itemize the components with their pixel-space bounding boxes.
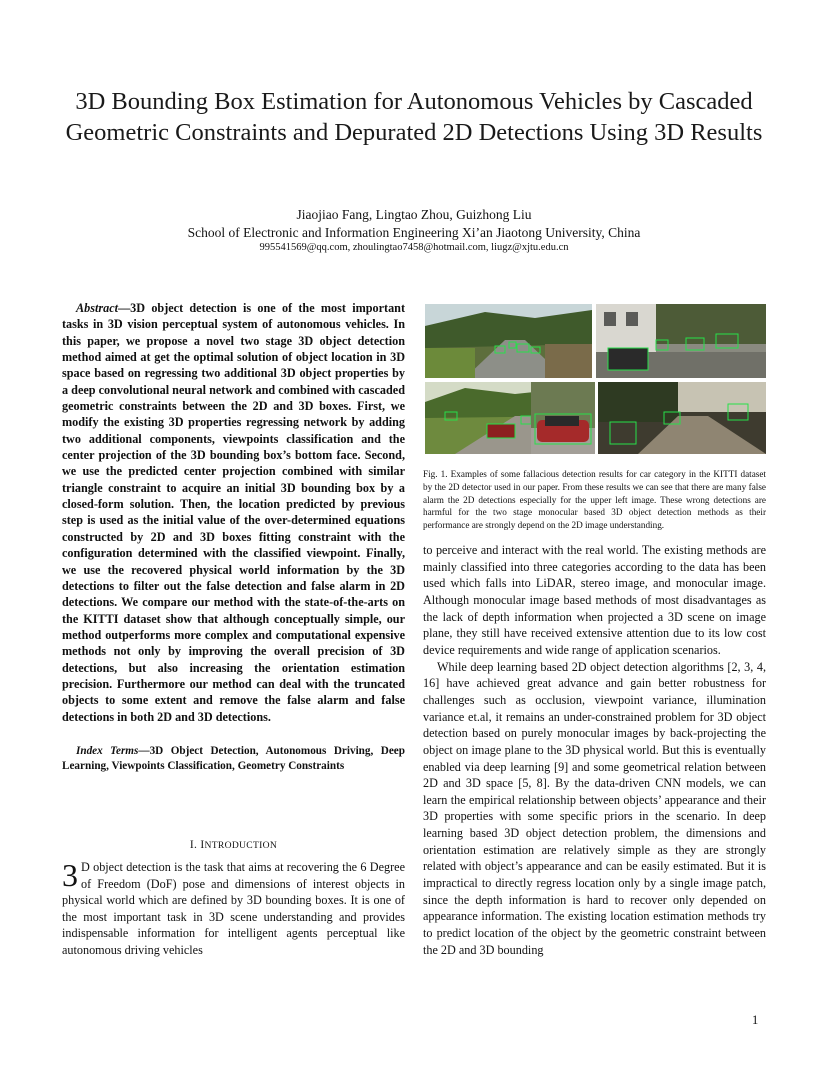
detection-photo-red-car-close: [531, 382, 595, 454]
abstract-label: Abstract: [76, 301, 118, 315]
right-column: [423, 300, 766, 958]
body-paragraph-1: to perceive and interact with the real world. The existing methods are mainly classified into three categories according to the data has been used which falls into LiDAR, stereo image, and monocular image. Although monocular image based methods of most disadvantages as the lack of depth information when projected a 3D scene on image plane, they still have received extensive attention due to its low cost device requirements and wide range of application scenarios.: [423, 542, 766, 657]
right-body-text: [423, 542, 766, 958]
abstract-text: —3D object detection is one of the most important tasks in 3D vision perceptual system of autonomous vehicles. In this paper, we propose a novel two stage 3D object detection method aimed at get the optimal solution of object location in 3D space based on regressing two additional 3D object properties by a deep convolutional neural network and combined with cascaded geometric constraints between the 2D and 3D boxes. First, we modify the existing 3D properties regressing network by adding two additional components, viewpoints classification and the center projection of the 3D bounding box’s bottom face. Second, we use the predicted center projection combined with similar triangle constraint to acquire an initial 3D bounding box by a closed-form solution. Then, the location predicted by previous step is used as the initial value of the over-determined equations constructed by 2D and 3D boxes fitting constraint with the configuration determined with the classified viewpoint. Finally, we use the recovered physical world information by the 3D detections to filter out the false detection and false alarm in 2D detections. We compare our method with the state-of-the-arts on the KITTI dataset show that although conceptually simple, our method outperforms more complex and computational expensive methods not only by improving the overall precision of 3D detections, but also increasing the orientation estimation precision. Furthermore our method can deal with the truncated objects to some extent and remove the false alarm and false detections in both 2D and 3D detections.: [62, 301, 405, 724]
section-numeral: I.: [189, 838, 201, 851]
index-terms-text: —3D Object Detection, Autonomous Driving, Deep Learning, Viewpoints Classification, Geometry Constraints: [62, 744, 405, 772]
body-paragraph-2: While deep learning based 2D object detection algorithms [2, 3, 4, 16] have achieved great advance and gain better robustness for challenges such as occlusion, viewpoint variance, illumination variance et.al, it remains an under-constrained problem for 3D object detection based on purely monocular images by back-projecting the object on image plane to the 3D physical world. But this is eventually enabled via deep learning [9] and some geometrical relation between 2D and 3D space [5, 8]. By the data-driven CNN models, we can learn the empirical relationship between objects’ appearance and their 3D properties with some specific priors in the scenario. In deep learning based 3D object detection problem, the dimensions and orientation estimation are relatively simple as they are strongly related with object’s appearance and can be easily estimated. But it is impractical to directly regress location only by a single image patch, since the depth information is hard to recover only depended on appearance information. The existing location estimation methods try to predict location of the object by the geometric constraint between the 2D and 3D bounding: [423, 659, 766, 957]
page-number: 1: [752, 1013, 759, 1027]
detection-photo-shadowed-road: [598, 382, 766, 454]
email-list: 995541569@qq.com, zhoulingtao7458@hotmail.com, liugz@xjtu.edu.cn: [259, 242, 569, 253]
index-terms-label: Index Terms: [76, 744, 139, 757]
figure-1-caption: Fig. 1. Examples of some fallacious detection results for car category in the KITTI dataset by the 2D detector used in our paper. From these results we can see that there are many false alarm the 2D detections especially for the upper left image. These wrong detections are harmful for the two stage monocular based 3D object detection methods as their performance are strongly depend on the 2D image understanding.: [423, 469, 766, 531]
index-terms: [62, 744, 405, 774]
drop-cap: 3: [62, 856, 78, 893]
author-list: Jiaojiao Fang, Lingtao Zhou, Guizhong Liu: [296, 207, 532, 222]
left-column: [62, 300, 405, 959]
section-title-rest: NTRODUCTION: [204, 839, 278, 851]
detection-photo-street-trees: [425, 304, 592, 378]
intro-paragraph: [62, 856, 405, 959]
abstract: [62, 300, 405, 725]
detection-photo-parked-cars: [596, 304, 766, 378]
section-initial: I: [200, 838, 205, 851]
affiliation: School of Electronic and Information Engineering Xi’an Jiaotong University, China: [187, 225, 641, 240]
figure-1-image: [423, 300, 766, 454]
section-heading-introduction: [62, 838, 405, 853]
intro-text: D object detection is the task that aims at recovering the 6 Degree of Freedom (DoF) pose and dimensions of interest objects in physical world which are defined by 3D bounding boxes. It is one of the most important task in 3D scene understanding and provides indispensable information for intelligent agents perceptual like autonomous driving vehicles: [62, 859, 405, 957]
paper-title: 3D Bounding Box Estimation for Autonomous Vehicles by Cascaded Geometric Constraints and Depurated 2D Detections Using 3D Results: [65, 88, 763, 146]
